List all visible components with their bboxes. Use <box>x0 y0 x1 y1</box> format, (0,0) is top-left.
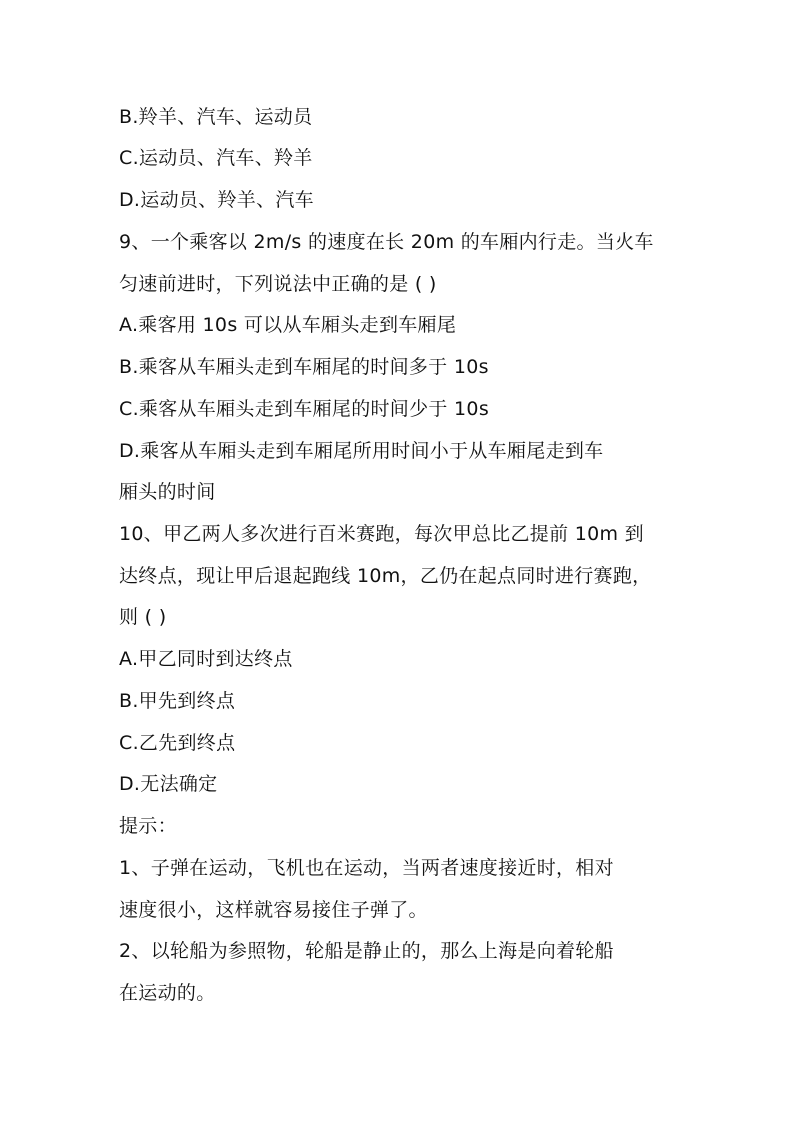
question-10-line-1: 10、甲乙两人多次进行百米赛跑，每次甲总比乙提前 10m 到 <box>119 523 644 545</box>
question-10-line-3: 则 ( ) <box>119 606 167 628</box>
question-10-line-2: 达终点，现让甲后退起跑线 10m，乙仍在起点同时进行赛跑， <box>119 565 652 587</box>
question-9-line-2: 匀速前进时，下列说法中正确的是 ( ) <box>119 273 437 295</box>
hint-1-line-1: 1、子弹在运动，飞机也在运动，当两者速度接近时，相对 <box>119 857 614 879</box>
hints-heading: 提示： <box>119 815 177 837</box>
option-9d-line-1: D.乘客从车厢头走到车厢尾所用时间小于从车厢尾走到车 <box>119 440 604 462</box>
option-10d: D.无法确定 <box>119 773 218 795</box>
hint-2-line-1: 2、以轮船为参照物，轮船是静止的，那么上海是向着轮船 <box>119 940 614 962</box>
option-9c: C.乘客从车厢头走到车厢尾的时间少于 10s <box>119 398 490 420</box>
option-8b: B.羚羊、汽车、运动员 <box>119 106 313 128</box>
option-10b: B.甲先到终点 <box>119 690 236 712</box>
option-10c: C.乙先到终点 <box>119 732 236 754</box>
option-10a: A.甲乙同时到达终点 <box>119 648 293 670</box>
option-8c: C.运动员、汽车、羚羊 <box>119 147 313 169</box>
question-9-line-1: 9、一个乘客以 2m/s 的速度在长 20m 的车厢内行走。当火车 <box>119 231 654 253</box>
option-8d: D.运动员、羚羊、汽车 <box>119 189 314 211</box>
hint-2-line-2: 在运动的。 <box>119 982 216 1004</box>
option-9b: B.乘客从车厢头走到车厢尾的时间多于 10s <box>119 356 489 378</box>
option-9a: A.乘客用 10s 可以从车厢头走到车厢尾 <box>119 314 457 336</box>
option-9d-line-2: 厢头的时间 <box>119 481 216 503</box>
hint-1-line-2: 速度很小，这样就容易接住子弹了。 <box>119 899 428 921</box>
